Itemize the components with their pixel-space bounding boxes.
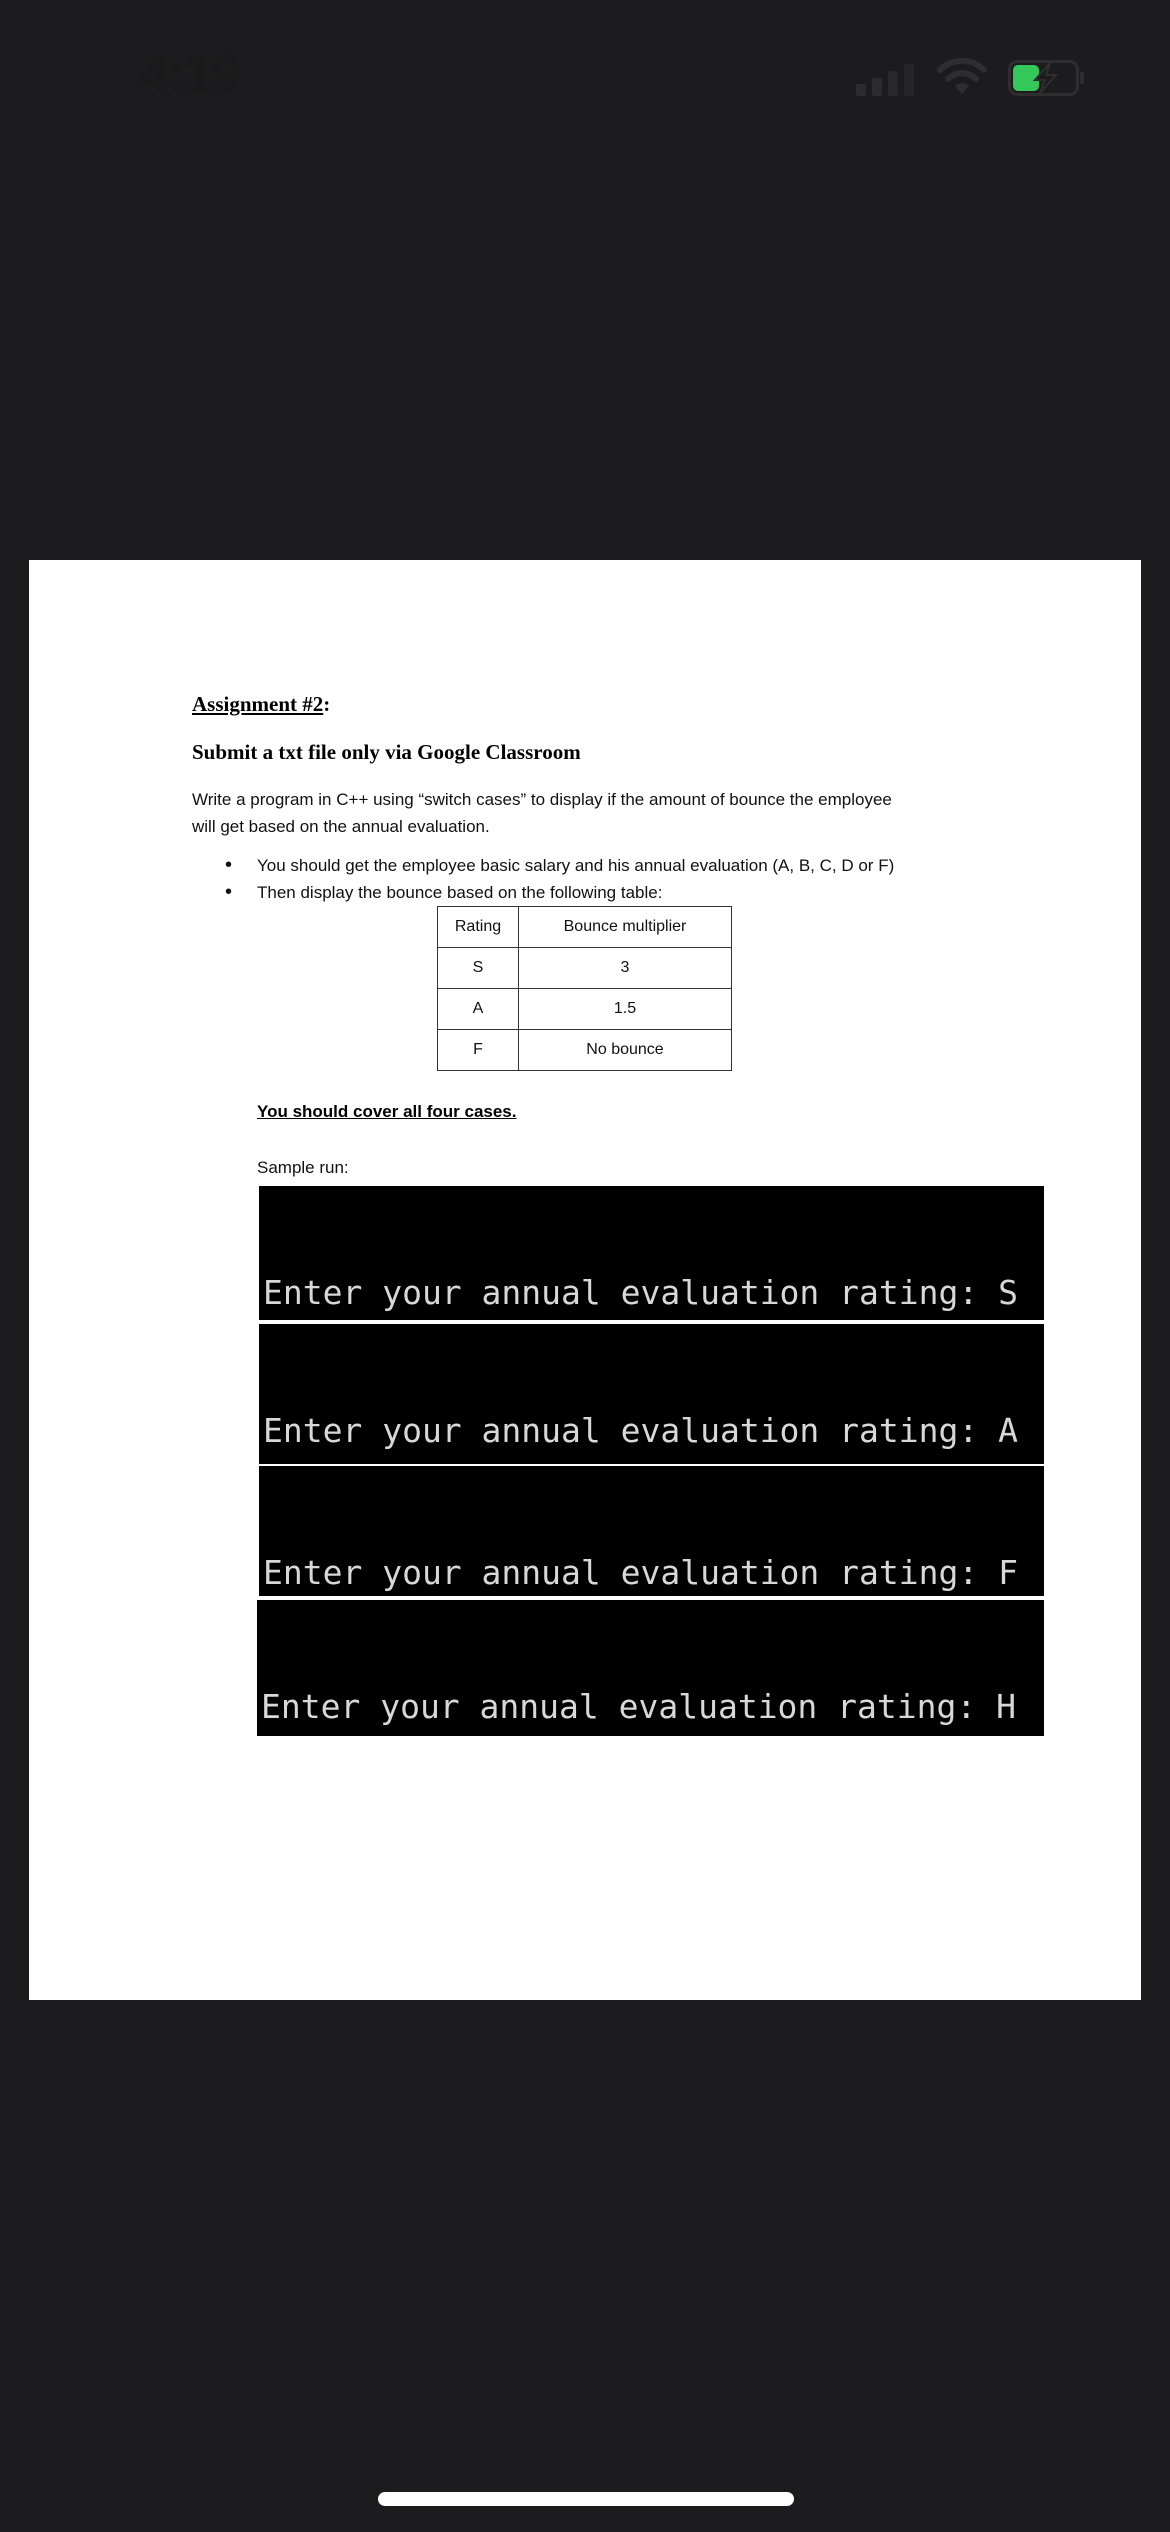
console-line: Enter your annual evaluation rating: A (263, 1411, 1018, 1450)
console-output-4 (257, 1600, 1044, 1736)
home-indicator[interactable] (378, 2492, 794, 2506)
table-cell: No bounce (519, 1030, 732, 1071)
document-page (29, 560, 1141, 2000)
table-row (438, 1030, 732, 1071)
status-time: 4:19 (140, 45, 241, 103)
console-line: Enter your annual evaluation rating: F (263, 1553, 1018, 1592)
bounce-table (437, 906, 732, 1071)
table-cell: S (438, 948, 519, 989)
table-row (438, 989, 732, 1030)
console-line: Enter your annual evaluation rating: H (261, 1687, 1016, 1726)
bullet-list (257, 852, 894, 906)
battery-charging-icon (1008, 60, 1086, 96)
cover-note: You should cover all four cases. (257, 1102, 517, 1121)
table-cell: 3 (519, 948, 732, 989)
table-header: Bounce multiplier (519, 907, 732, 948)
sample-run-label: Sample run: (257, 1158, 349, 1177)
assignment-title: Assignment #2: (192, 692, 331, 716)
submit-instruction: Submit a txt file only via Google Classroom (192, 740, 581, 764)
bullet-item: • Then display the bounce based on the following table: (257, 879, 894, 906)
console-output-3 (259, 1466, 1044, 1596)
table-cell: F (438, 1030, 519, 1071)
bullet-item: • You should get the employee basic salary and his annual evaluation (A, B, C, D or F) (257, 852, 894, 879)
table-cell: 1.5 (519, 989, 732, 1030)
console-output-1 (259, 1186, 1044, 1320)
table-row (438, 948, 732, 989)
intro-paragraph: Write a program in C++ using “switch cases” to display if the amount of bounce the employee will get based on the annual evaluation. (192, 790, 892, 836)
console-output-2 (259, 1324, 1044, 1464)
table-header: Rating (438, 907, 519, 948)
console-line: Enter your annual evaluation rating: S (263, 1273, 1018, 1312)
table-cell: A (438, 989, 519, 1030)
table-header-row (438, 907, 732, 948)
cellular-signal-icon (856, 62, 914, 96)
wifi-icon (936, 58, 988, 98)
